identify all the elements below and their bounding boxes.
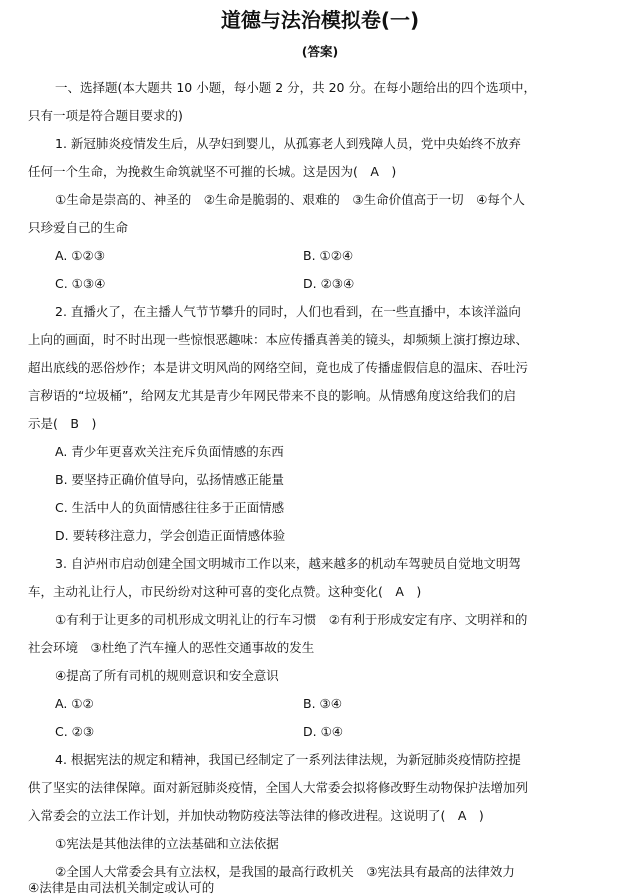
question-3-option-b: B. ③④ xyxy=(303,696,342,711)
question-2-option-a: A. 青少年更喜欢关注充斥负面情感的东西 xyxy=(55,444,284,459)
question-2-text-cont: 示是( B ) xyxy=(28,416,97,431)
question-3-statements-cont: 社会环境 ③杜绝了汽车撞人的恶性交通事故的发生 xyxy=(28,640,315,655)
section-heading: 一、选择题(本大题共 10 小题，每小题 2 分，共 20 分。在每小题给出的四个选项中， xyxy=(55,80,536,95)
question-3-text-cont: 车，主动礼让行人，市民纷纷对这种可喜的变化点赞。这种变化( A ) xyxy=(28,584,422,599)
question-4-text-cont: 供了坚实的法律保障。面对新冠肺炎疫情，全国人大常委会拟将修改野生动物保护法增加列 xyxy=(28,780,529,795)
question-2-option-c: C. 生活中人的负面情感往往多于正面情感 xyxy=(55,500,285,515)
question-1-option-c: C. ①③④ xyxy=(55,276,106,291)
question-2-text-cont: 上向的画面，时不时出现一些惊恨恶趣味：本应传播真善美的镜头，却频频上演打擦边球、 xyxy=(28,332,529,347)
question-1-statements: ①生命是崇高的、神圣的 ②生命是脆弱的、艰难的 ③生命价值高于一切 ④每个人 xyxy=(55,192,525,207)
question-4-statements-2-3: ②全国人大常委会具有立法权，是我国的最高行政机关 ③宪法具有最高的法律效力 xyxy=(55,864,515,879)
question-3-option-a: A. ①② xyxy=(55,696,94,711)
question-1-option-a: A. ①②③ xyxy=(55,248,105,263)
document-subtitle: (答案) xyxy=(301,44,339,59)
question-4-text: 4. 根据宪法的规定和精神，我国已经制定了一系列法律法规，为新冠肺炎疫情防控提 xyxy=(55,752,521,767)
question-2-text-cont: 言秽语的“垃圾桶”，给网友尤其是青少年网民带来不良的影响。从情感角度这给我们的启 xyxy=(28,388,516,403)
question-1-option-d: D. ②③④ xyxy=(303,276,355,291)
question-2-text-cont: 超出底线的恶俗炒作；本是讲文明风尚的网络空间，竟也成了传播虚假信息的温床、吞吐污 xyxy=(28,360,529,375)
question-3-statements: ①有利于让更多的司机形成文明礼让的行车习惯 ②有利于形成安定有序、文明祥和的 xyxy=(55,612,528,627)
question-1-statements-cont: 只珍爱自己的生命 xyxy=(28,220,129,235)
question-1-text-cont: 任何一个生命，为挽救生命筑就坚不可摧的长城。这是因为( A ) xyxy=(28,164,397,179)
question-3-text: 3. 自泸州市启动创建全国文明城市工作以来，越来越多的机动车驾驶员自觉地文明驾 xyxy=(55,556,521,571)
question-3-statement-4: ④提高了所有司机的规则意识和安全意识 xyxy=(55,668,279,683)
question-1-text: 1. 新冠肺炎疫情发生后，从孕妇到婴儿，从孤寡老人到残障人员，党中央始终不放弃 xyxy=(55,136,521,151)
question-4-text-cont: 入常委会的立法工作计划，并加快动物防疫法等法律的修改进程。这说明了( A ) xyxy=(28,808,484,823)
question-2-text: 2. 直播火了，在主播人气节节攀升的同时，人们也看到，在一些直播中，本该洋溢向 xyxy=(55,304,521,319)
question-2-option-d: D. 要转移注意力，学会创造正面情感体验 xyxy=(55,528,286,543)
question-3-option-c: C. ②③ xyxy=(55,724,95,739)
question-3-option-d: D. ①④ xyxy=(303,724,343,739)
document-title: 道德与法治模拟卷(一) xyxy=(220,8,420,32)
question-4-statement-1: ①宪法是其他法律的立法基础和立法依据 xyxy=(55,836,279,851)
section-heading-cont: 只有一项是符合题目要求的) xyxy=(28,108,183,123)
question-2-option-b: B. 要坚持正确价值导向，弘扬情感正能量 xyxy=(55,472,285,487)
question-1-option-b: B. ①②④ xyxy=(303,248,354,263)
question-4-statement-4: ④法律是由司法机关制定或认可的 xyxy=(28,880,215,895)
